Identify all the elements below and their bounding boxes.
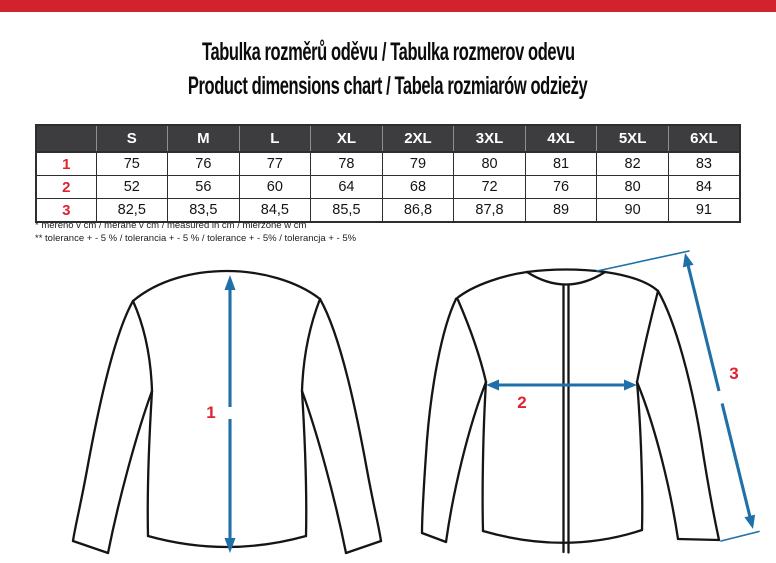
size-cell: 83 bbox=[668, 152, 740, 176]
row-label: 2 bbox=[36, 176, 96, 199]
column-header-2xl: 2XL bbox=[382, 125, 454, 152]
column-header-5xl: 5XL bbox=[597, 125, 669, 152]
dimension-arrow-2 bbox=[486, 380, 637, 413]
size-cell: 78 bbox=[311, 152, 383, 176]
footnotes bbox=[35, 219, 356, 245]
size-cell: 56 bbox=[168, 176, 240, 199]
back-view-diagram bbox=[73, 271, 381, 553]
dimension-label-3: 3 bbox=[729, 364, 739, 383]
column-header-xl: XL bbox=[311, 125, 383, 152]
column-header-6xl: 6XL bbox=[668, 125, 740, 152]
column-header-4xl: 4XL bbox=[525, 125, 597, 152]
size-cell: 87,8 bbox=[454, 199, 526, 223]
size-cell: 68 bbox=[382, 176, 454, 199]
dimension-arrow-1 bbox=[206, 275, 235, 553]
size-cell: 77 bbox=[239, 152, 311, 176]
column-header-l: L bbox=[239, 125, 311, 152]
size-cell: 76 bbox=[525, 176, 597, 199]
footnote-measured: * měřeno v cm / merané v cm / measured in cm / mierzone w cm bbox=[35, 220, 307, 231]
dimension-label-2: 2 bbox=[517, 393, 527, 412]
column-header-3xl: 3XL bbox=[454, 125, 526, 152]
page-title-line2 bbox=[0, 72, 776, 101]
size-table bbox=[35, 124, 741, 223]
size-cell: 85,5 bbox=[311, 199, 383, 223]
page-title-line1 bbox=[0, 38, 776, 67]
size-cell: 91 bbox=[668, 199, 740, 223]
size-cell: 72 bbox=[454, 176, 526, 199]
dimension-arrow-3 bbox=[597, 251, 759, 541]
size-cell: 81 bbox=[525, 152, 597, 176]
top-accent-bar bbox=[0, 0, 776, 12]
column-header-m: M bbox=[168, 125, 240, 152]
size-cell: 82 bbox=[597, 152, 669, 176]
row-label: 1 bbox=[36, 152, 96, 176]
table-row bbox=[36, 176, 740, 199]
corner-cell bbox=[36, 125, 96, 152]
size-cell: 80 bbox=[597, 176, 669, 199]
size-cell: 52 bbox=[96, 176, 168, 199]
size-cell: 89 bbox=[525, 199, 597, 223]
table-row bbox=[36, 152, 740, 176]
size-cell: 84 bbox=[668, 176, 740, 199]
size-cell: 76 bbox=[168, 152, 240, 176]
page-title-line2-text: Product dimensions chart / Tabela rozmiarów odzieży bbox=[188, 72, 588, 100]
front-view-diagram bbox=[422, 270, 719, 553]
column-header-s: S bbox=[96, 125, 168, 152]
size-cell: 64 bbox=[311, 176, 383, 199]
size-table-header-row bbox=[36, 125, 740, 152]
footnote-tolerance: ** tolerance + - 5 % / tolerancia + - 5 % / tolerance + - 5% / tolerancja + - 5% bbox=[35, 233, 357, 244]
size-cell: 82,5 bbox=[96, 199, 168, 223]
size-cell: 75 bbox=[96, 152, 168, 176]
garment-diagrams bbox=[0, 250, 776, 563]
page-title-line1-text: Tabulka rozměrů oděvu / Tabulka rozmerov odevu bbox=[201, 38, 575, 66]
size-cell: 90 bbox=[597, 199, 669, 223]
dimension-label-1: 1 bbox=[206, 403, 216, 422]
size-cell: 84,5 bbox=[239, 199, 311, 223]
size-cell: 60 bbox=[239, 176, 311, 199]
size-cell: 80 bbox=[454, 152, 526, 176]
size-cell: 83,5 bbox=[168, 199, 240, 223]
row-label: 3 bbox=[36, 199, 96, 223]
size-cell: 86,8 bbox=[382, 199, 454, 223]
size-cell: 79 bbox=[382, 152, 454, 176]
